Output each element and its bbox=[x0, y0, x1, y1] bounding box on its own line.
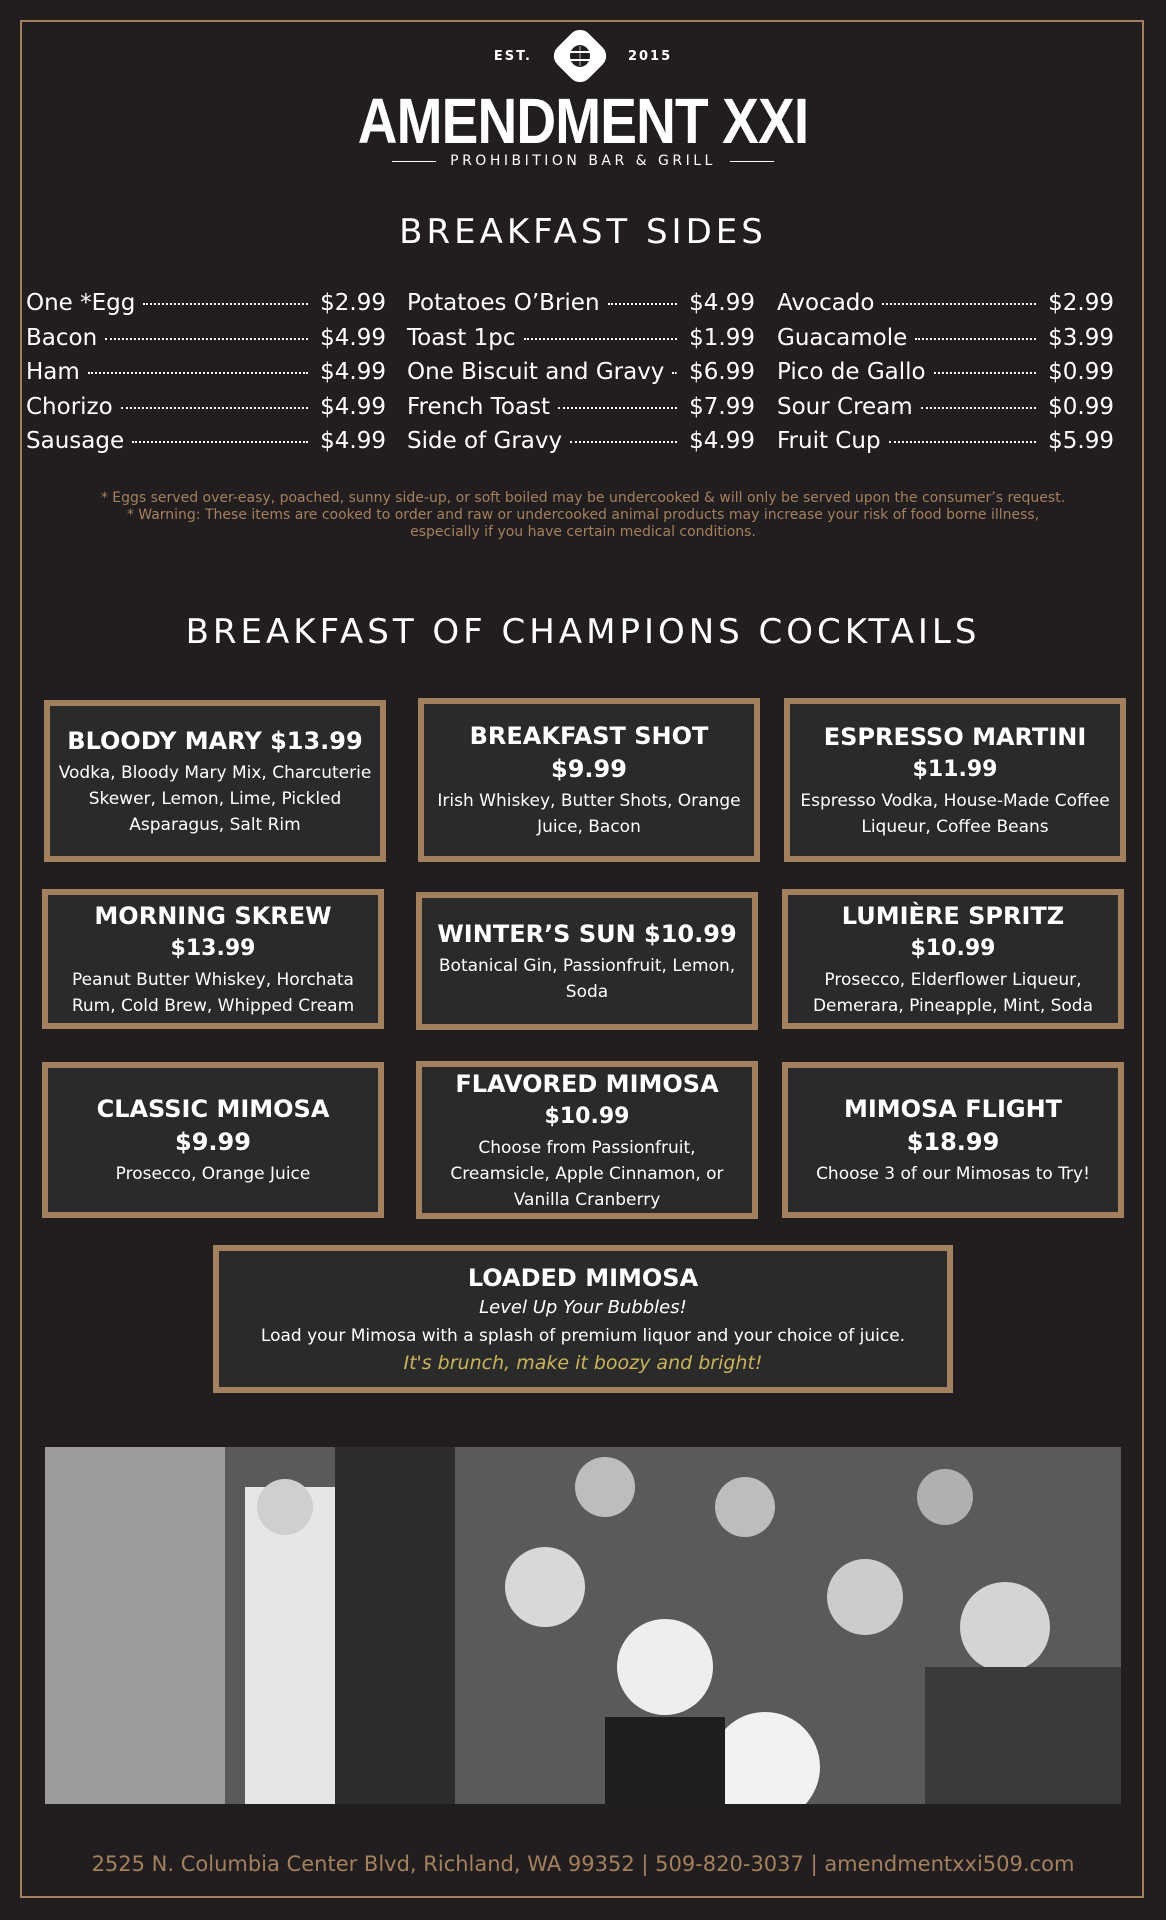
side-item-price: $4.99 bbox=[320, 359, 386, 385]
leader-dots bbox=[121, 407, 308, 409]
disclaimer-line-3: especially if you have certain medical conditions. bbox=[410, 524, 756, 540]
loaded-mimosa-description: Load your Mimosa with a splash of premium liquor and your choice of juice. bbox=[260, 1325, 906, 1346]
cocktail-description: Espresso Vodka, House-Made Coffee Liqueur, Coffee Beans bbox=[800, 790, 1110, 837]
leader-dots bbox=[143, 303, 308, 305]
leader-dots bbox=[88, 372, 308, 374]
disclaimer-line-2: * Warning: These items are cooked to order and raw or undercooked animal products may increase your risk of food borne illness, bbox=[126, 507, 1040, 523]
cocktail-price: $10.99 bbox=[544, 1103, 630, 1129]
cocktail-description: Choose from Passionfruit, Creamsicle, Apple Cinnamon, or Vanilla Cranberry bbox=[450, 1137, 724, 1210]
est-label: EST. bbox=[493, 48, 532, 64]
cocktail-title: WINTER’S SUN $10.99 bbox=[437, 919, 737, 948]
side-item bbox=[26, 428, 386, 463]
loaded-mimosa-title: LOADED MIMOSA bbox=[467, 1263, 699, 1292]
side-item-price: $0.99 bbox=[1048, 359, 1114, 385]
brand-title: AMENDMENT XXI bbox=[357, 85, 809, 157]
barrel-icon bbox=[549, 25, 611, 87]
side-item-price: $7.99 bbox=[689, 393, 755, 420]
sides-column-2 bbox=[407, 290, 755, 463]
cocktail-title: BREAKFAST SHOT $9.99 bbox=[469, 722, 709, 783]
side-item bbox=[777, 394, 1114, 429]
sides-section-title: BREAKFAST SIDES bbox=[399, 212, 767, 252]
side-item-price: $4.99 bbox=[689, 290, 755, 316]
prohibition-crowd-photo bbox=[45, 1447, 1121, 1804]
side-item-price: $2.99 bbox=[1048, 290, 1114, 316]
side-item-name: Bacon bbox=[26, 324, 98, 351]
cocktails-section-title: BREAKFAST OF CHAMPIONS COCKTAILS bbox=[185, 612, 981, 652]
side-item-name: Guacamole bbox=[777, 324, 908, 351]
established-row bbox=[0, 34, 1166, 78]
allergen-disclaimer bbox=[40, 490, 1126, 541]
est-year: 2015 bbox=[627, 48, 673, 64]
side-item bbox=[777, 290, 1114, 325]
cocktail-description: Prosecco, Orange Juice bbox=[115, 1164, 311, 1184]
side-item bbox=[26, 394, 386, 429]
cocktail-description: Irish Whiskey, Butter Shots, Orange Juice, Bacon bbox=[437, 791, 741, 837]
side-item bbox=[407, 290, 755, 325]
loaded-mimosa-tagline: Level Up Your Bubbles! bbox=[479, 1296, 687, 1318]
cocktail-title: MORNING SKREW bbox=[94, 901, 332, 930]
side-item bbox=[407, 359, 755, 394]
cocktail-description: Prosecco, Elderflower Liqueur, Demerara, Pineapple, Mint, Soda bbox=[812, 969, 1094, 1016]
cocktail-card bbox=[416, 892, 758, 1030]
loaded-mimosa-card bbox=[213, 1245, 953, 1393]
leader-dots bbox=[915, 338, 1036, 340]
subtitle-rule-left bbox=[392, 161, 436, 162]
leader-dots bbox=[882, 303, 1036, 305]
side-item-price: $3.99 bbox=[1048, 324, 1114, 351]
side-item bbox=[777, 428, 1114, 463]
footer-contact: 2525 N. Columbia Center Blvd, Richland, WA 99352 | 509-820-3037 | amendmentxxi509.com bbox=[91, 1852, 1075, 1876]
cocktail-card bbox=[784, 698, 1126, 862]
cocktail-description: Choose 3 of our Mimosas to Try! bbox=[816, 1164, 1090, 1184]
side-item-price: $6.99 bbox=[689, 359, 755, 385]
cocktail-card bbox=[416, 1061, 758, 1219]
leader-dots bbox=[524, 338, 678, 340]
side-item-name: Toast 1pc bbox=[407, 324, 516, 351]
cocktail-price: $10.99 bbox=[910, 935, 996, 961]
side-item bbox=[777, 359, 1114, 394]
side-item-price: $0.99 bbox=[1048, 393, 1114, 420]
sides-column-3 bbox=[777, 290, 1114, 463]
cocktail-title: FLAVORED MIMOSA bbox=[455, 1069, 719, 1098]
side-item bbox=[26, 359, 386, 394]
cocktail-title: ESPRESSO MARTINI bbox=[823, 722, 1087, 751]
cocktail-card bbox=[42, 1062, 384, 1218]
side-item-name: Pico de Gallo bbox=[777, 359, 926, 385]
cocktail-price: $11.99 bbox=[912, 756, 998, 782]
leader-dots bbox=[889, 441, 1037, 443]
side-item-name: Avocado bbox=[777, 290, 875, 316]
cocktail-description: Botanical Gin, Passionfruit, Lemon, Soda bbox=[438, 955, 736, 1002]
disclaimer-line-1: * Eggs served over-easy, poached, sunny side-up, or soft boiled may be undercooked & will only be served upon the consumer’s request. bbox=[100, 490, 1066, 506]
side-item-name: Chorizo bbox=[26, 393, 113, 420]
side-item-name: Side of Gravy bbox=[407, 428, 563, 454]
brand-subtitle: PROHIBITION BAR & GRILL bbox=[450, 153, 716, 169]
side-item-name: One *Egg bbox=[26, 290, 136, 316]
cocktail-title: MIMOSA FLIGHT $18.99 bbox=[843, 1095, 1063, 1156]
side-item-name: Sausage bbox=[26, 428, 125, 454]
side-item-price: $4.99 bbox=[320, 393, 386, 420]
cocktail-title: BLOODY MARY $13.99 bbox=[67, 726, 363, 755]
cocktail-card bbox=[782, 1062, 1124, 1218]
cocktail-card bbox=[782, 889, 1124, 1029]
side-item-name: Ham bbox=[26, 359, 80, 385]
leader-dots bbox=[105, 338, 308, 340]
side-item-name: Potatoes O’Brien bbox=[407, 290, 600, 316]
leader-dots bbox=[132, 441, 308, 443]
side-item-price: $5.99 bbox=[1048, 428, 1114, 454]
leader-dots bbox=[558, 407, 677, 409]
leader-dots bbox=[921, 407, 1036, 409]
leader-dots bbox=[672, 372, 677, 374]
sides-price-list bbox=[26, 290, 1122, 465]
side-item-price: $4.99 bbox=[689, 428, 755, 454]
brand-subtitle-row bbox=[0, 153, 1166, 169]
leader-dots bbox=[570, 441, 677, 443]
leader-dots bbox=[608, 303, 678, 305]
side-item-name: French Toast bbox=[407, 393, 551, 420]
side-item-name: One Biscuit and Gravy bbox=[407, 359, 665, 385]
cocktail-description: Vodka, Bloody Mary Mix, Charcuterie Skewer, Lemon, Lime, Pickled Asparagus, Salt Rim bbox=[58, 762, 372, 835]
cocktail-card bbox=[42, 889, 384, 1029]
side-item-price: $4.99 bbox=[320, 428, 386, 454]
leader-dots bbox=[934, 372, 1037, 374]
side-item bbox=[26, 325, 386, 360]
side-item-price: $2.99 bbox=[320, 290, 386, 316]
sides-column-1 bbox=[26, 290, 386, 463]
loaded-mimosa-slogan: It's brunch, make it boozy and bright! bbox=[403, 1351, 763, 1374]
side-item bbox=[407, 428, 755, 463]
side-item bbox=[26, 290, 386, 325]
cocktail-description: Peanut Butter Whiskey, Horchata Rum, Cold Brew, Whipped Cream bbox=[71, 969, 355, 1016]
cocktail-price: $13.99 bbox=[170, 935, 256, 961]
cocktail-title: CLASSIC MIMOSA $9.99 bbox=[96, 1095, 330, 1156]
side-item-name: Sour Cream bbox=[777, 393, 913, 420]
cocktail-title: LUMIÈRE SPRITZ bbox=[841, 901, 1065, 930]
side-item bbox=[407, 394, 755, 429]
side-item-price: $1.99 bbox=[689, 324, 755, 351]
cocktail-card bbox=[418, 698, 760, 862]
side-item bbox=[777, 325, 1114, 360]
side-item bbox=[407, 325, 755, 360]
side-item-name: Fruit Cup bbox=[777, 428, 881, 454]
cocktail-card bbox=[44, 700, 386, 862]
subtitle-rule-right bbox=[730, 161, 774, 162]
side-item-price: $4.99 bbox=[320, 324, 386, 351]
